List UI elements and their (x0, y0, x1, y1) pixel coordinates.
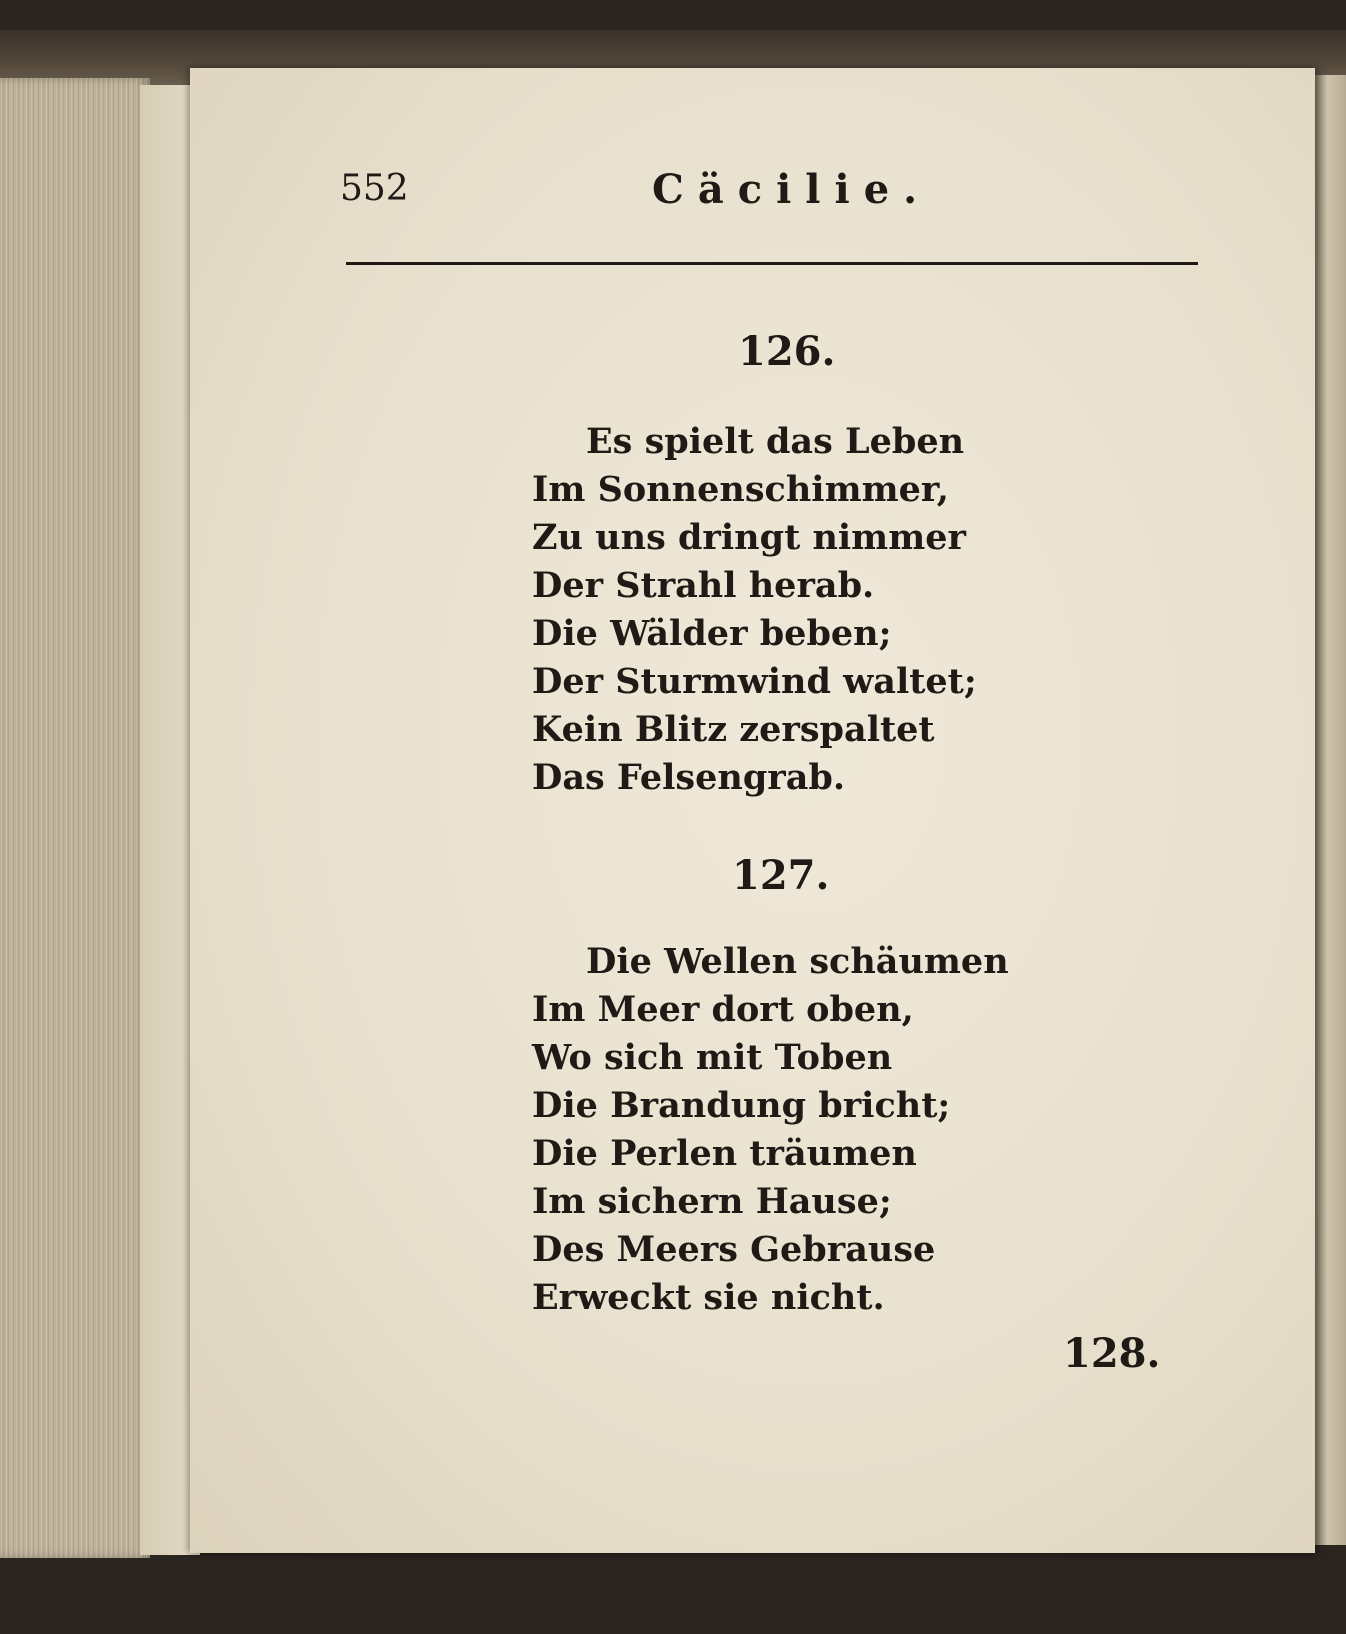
poem-line: Des Meers Gebrause (532, 1229, 936, 1270)
poem-line: Im Sonnenschimmer, (532, 469, 949, 510)
poem-line: Kein Blitz zerspaltet (532, 709, 935, 750)
poem-line: Der Sturmwind waltet; (532, 661, 977, 702)
poem-line: Erweckt sie nicht. (532, 1277, 885, 1318)
poem-number: 127. (732, 852, 830, 899)
header-rule (346, 262, 1198, 265)
poem-line: Der Strahl herab. (532, 565, 875, 606)
poem-stanza (532, 938, 1009, 1322)
poem-line: Die Wälder beben; (532, 613, 892, 654)
stacked-page-edges (0, 78, 150, 1558)
page-number: 552 (340, 168, 409, 209)
poem-line: Das Felsengrab. (532, 757, 846, 798)
poem-stanza (532, 418, 977, 802)
poem-line: Die Perlen träumen (532, 1133, 917, 1174)
poem-line: Im Meer dort oben, (532, 989, 914, 1030)
catchword: 128. (1063, 1330, 1161, 1377)
running-title: Cäcilie. (652, 166, 932, 213)
poem-number: 126. (738, 328, 836, 375)
poem-line: Die Brandung bricht; (532, 1085, 951, 1126)
poem-line: Es spielt das Leben (586, 421, 965, 462)
right-page-edge (1315, 75, 1346, 1545)
poem-line: Im sichern Hause; (532, 1181, 892, 1222)
poem-line: Wo sich mit Toben (532, 1037, 893, 1078)
poem-line: Zu uns dringt nimmer (532, 517, 966, 558)
poem-line: Die Wellen schäumen (586, 941, 1009, 982)
